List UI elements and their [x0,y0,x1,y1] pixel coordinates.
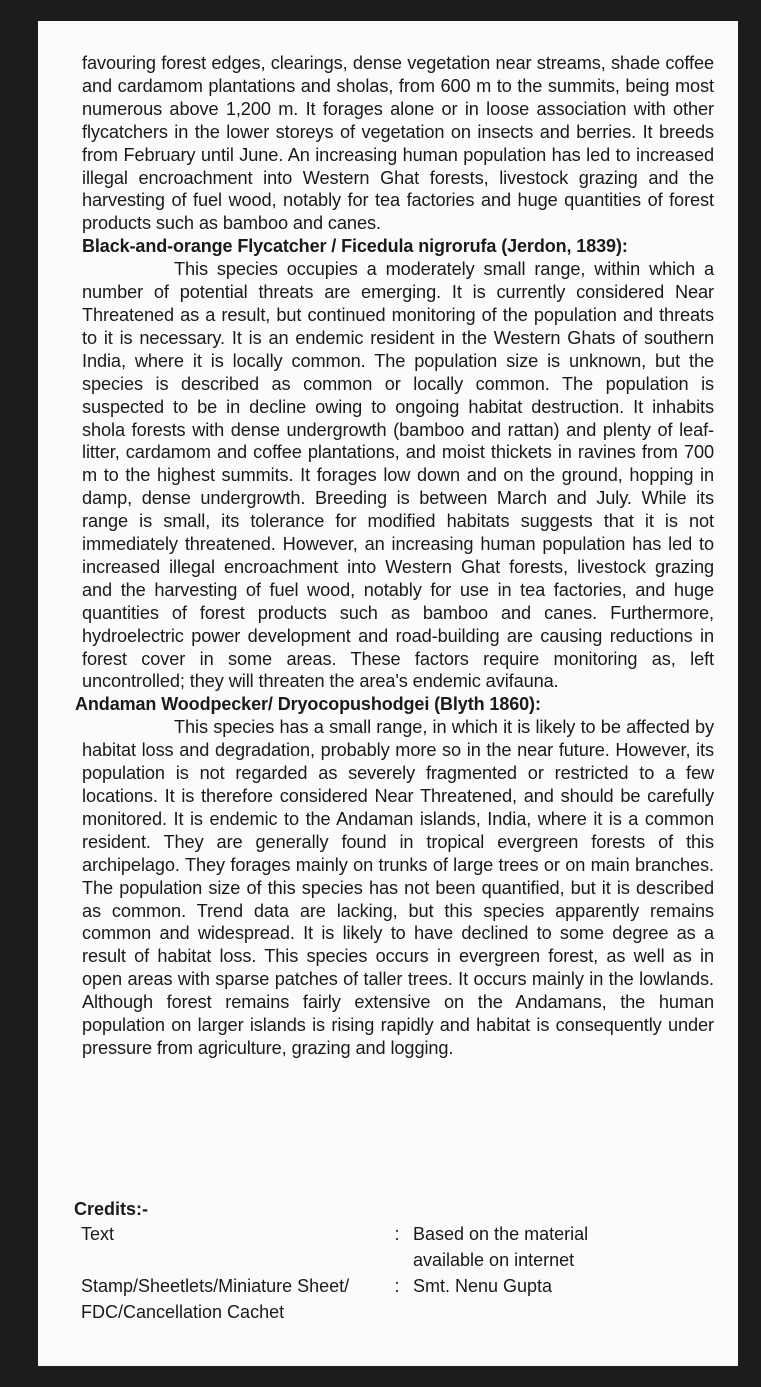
credits-value [413,1221,693,1273]
credits-value-line: Based on the material [413,1224,589,1244]
credits-label-line: FDC/Cancellation Cachet [81,1302,285,1322]
credits-value-line: available on internet [413,1250,575,1270]
credits-row-text [81,1221,701,1273]
document-body [75,52,714,1060]
credits-label: Text [81,1224,115,1244]
section-heading-woodpecker: Andaman Woodpecker/ Dryocopushodgei (Blyth 1860): [75,694,541,715]
credits-label-line: Stamp/Sheetlets/Miniature Sheet/ [81,1276,350,1296]
document-page [38,21,738,1366]
section-body-woodpecker: This species has a small range, in which it is likely to be affected by habitat loss and degradation, probably more so in the near future. However, its population is not regarded as severely fragmented or restricted to a few locations. It is therefore considered Near Threatened, and should be carefully monitored. It is endemic to the Andaman islands, India, where it is a common resident. They are generally found in tropical evergreen forests of this archipelago. They forages mainly on trunks of large trees or on main branches. The population size of this species has not been quantified, but it is described as common. Trend data are lacking, but this species apparently remains common and widespread. It is likely to have declined to some degree as a result of habitat loss. This species occurs in evergreen forest, as well as in open areas with sparse patches of taller trees. It occurs mainly in the lowlands. Although forest remains fairly extensive on the Andamans, the human population on larger islands is rising rapidly and habitat is consequently under pressure from agriculture, grazing and logging. [82,717,714,1058]
credits-title: Credits:- [74,1199,149,1219]
credits-label [81,1273,381,1325]
credits-colon: : [394,1276,400,1296]
credits-block [74,1198,701,1325]
section-body-flycatcher: This species occupies a moderately small range, within which a number of potential threats are emerging. It is currently considered Near Threatened as a result, but continued monitoring of the population and threats to it is necessary. It is an endemic resident in the Western Ghats of southern India, where it is locally common. The population size is unknown, but the species is described as common or locally common. The population is suspected to be in decline owing to ongoing habitat destruction. It inhabits shola forests with dense undergrowth (bamboo and rattan) and plenty of leaf-litter, cardamom and coffee plantations, and moist thickets in ravines from 700 m to the highest summits. It forages low down and on the ground, hopping in damp, dense undergrowth. Breeding is between March and July. While its range is small, its tolerance for modified habitats suggests that it is not immediately threatened. However, an increasing human population has led to increased illegal encroachment into Western Ghat forests, livestock grazing and the harvesting of fuel wood, notably for use in tea factories, and huge quantities of forest products such as bamboo and canes. Furthermore, hydroelectric power development and road-building are causing reductions in forest cover in some areas. These factors require monitoring as, left uncontrolled; they will threaten the area's endemic avifauna. [82,259,714,692]
intro-paragraph: favouring forest edges, clearings, dense vegetation near streams, shade coffee and cardamom plantations and sholas, from 600 m to the summits, being most numerous above 1,200 m. It forages alone or in loose association with other flycatchers in the lower storeys of vegetation on insects and berries. It breeds from February until June. An increasing human population has led to increased illegal encroachment into Western Ghat forests, livestock grazing and the harvesting of fuel wood, notably for tea factories and huge quantities of forest products such as bamboo and canes. [82,53,714,234]
credits-row-stamp [81,1273,701,1325]
credits-colon: : [394,1224,400,1244]
credits-value: Smt. Nenu Gupta [413,1276,553,1296]
section-heading-flycatcher: Black-and-orange Flycatcher / Ficedula nigrorufa (Jerdon, 1839): [82,236,628,257]
